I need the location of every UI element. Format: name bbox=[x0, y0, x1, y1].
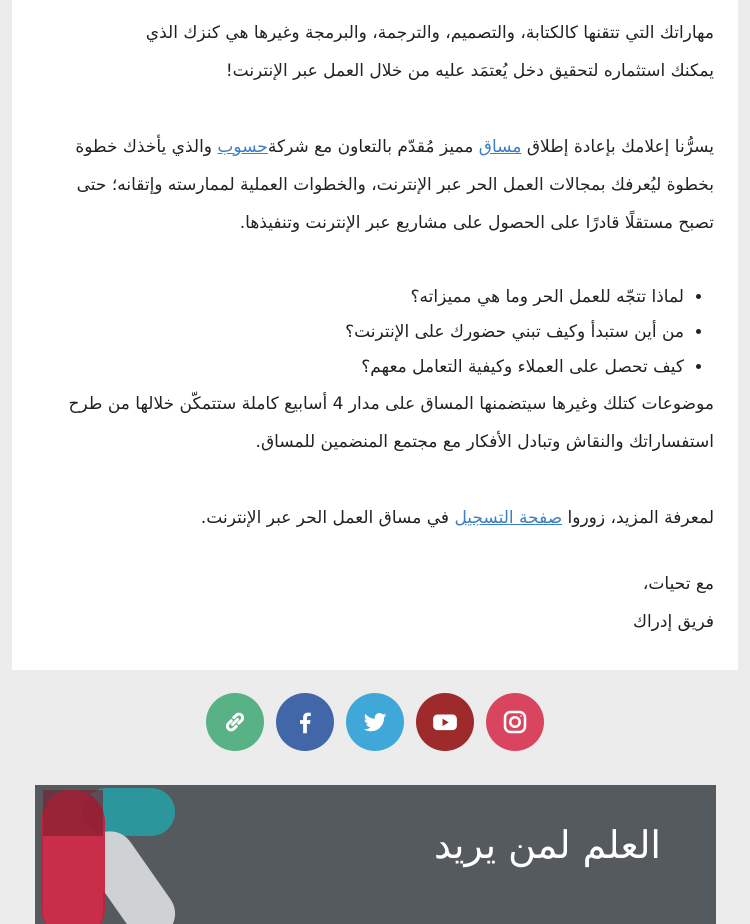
facebook-icon[interactable] bbox=[276, 693, 334, 751]
more-info-text-end: في مساق العمل الحر عبر الإنترنت. bbox=[200, 508, 455, 528]
intro-line-1: مهاراتك التي تتقنها كالكتابة، والتصميم، والترجمة، والبرمجة وغيرها هي كنزك الذي bbox=[145, 23, 714, 43]
intro-line-2: يمكنك استثماره لتحقيق دخل يُعتمَد عليه من خلال العمل عبر الإنترنت! bbox=[225, 61, 714, 81]
topics-list bbox=[62, 280, 714, 385]
list-item: • لماذا تتجّه للعمل الحر وما هي مميزاته؟ bbox=[62, 280, 684, 315]
announcement-text-start: يسرُّنا إعلامك بإعادة إطلاق bbox=[521, 137, 714, 157]
edraak-logo-icon bbox=[35, 785, 195, 924]
registration-page-link[interactable]: صفحة التسجيل bbox=[454, 508, 563, 528]
signoff-greeting: مع تحيات، bbox=[642, 574, 714, 594]
list-item: • كيف تحصل على العملاء وكيفية التعامل معهم؟ bbox=[62, 350, 684, 385]
course-link[interactable]: مساق bbox=[478, 137, 522, 157]
youtube-icon[interactable] bbox=[416, 693, 474, 751]
hsoub-link[interactable]: حسوب bbox=[217, 137, 268, 157]
twitter-icon[interactable] bbox=[346, 693, 404, 751]
social-links-bar bbox=[0, 670, 750, 785]
announcement-text-end: والذي يأخذك خطوة بخطوة ليُعرفك بمجالات العمل الحر عبر الإنترنت، والخطوات العملية لممارسته وإتقانه؛ حتى تصبح مستقلًا قادرًا على الحصول على مشاريع عبر الإنترنت وتنفيذها. bbox=[75, 137, 714, 233]
signoff-team: فريق إدراك bbox=[632, 612, 714, 632]
announcement-paragraph bbox=[62, 128, 714, 242]
email-content bbox=[62, 14, 714, 641]
edraak-banner bbox=[35, 785, 716, 924]
announcement-text-middle: مميز مُقدّم بالتعاون مع شركة bbox=[267, 137, 479, 157]
link-icon[interactable] bbox=[206, 693, 264, 751]
course-details-paragraph: موضوعات كتلك وغيرها سيتضمنها المساق على مدار 4 أسابيع كاملة ستتمكّن خلالها من طرح استفساراتك والنقاش وتبادل الأفكار مع مجتمع المنضمين للمساق. bbox=[68, 394, 714, 452]
instagram-icon[interactable] bbox=[486, 693, 544, 751]
banner-tagline: العلم لمن يريد bbox=[433, 823, 661, 867]
email-body-card bbox=[12, 0, 738, 670]
more-info-paragraph bbox=[62, 499, 714, 537]
more-info-text-start: لمعرفة المزيد، زوروا bbox=[562, 508, 714, 528]
list-item: • من أين ستبدأ وكيف تبني حضورك على الإنترنت؟ bbox=[62, 315, 684, 350]
